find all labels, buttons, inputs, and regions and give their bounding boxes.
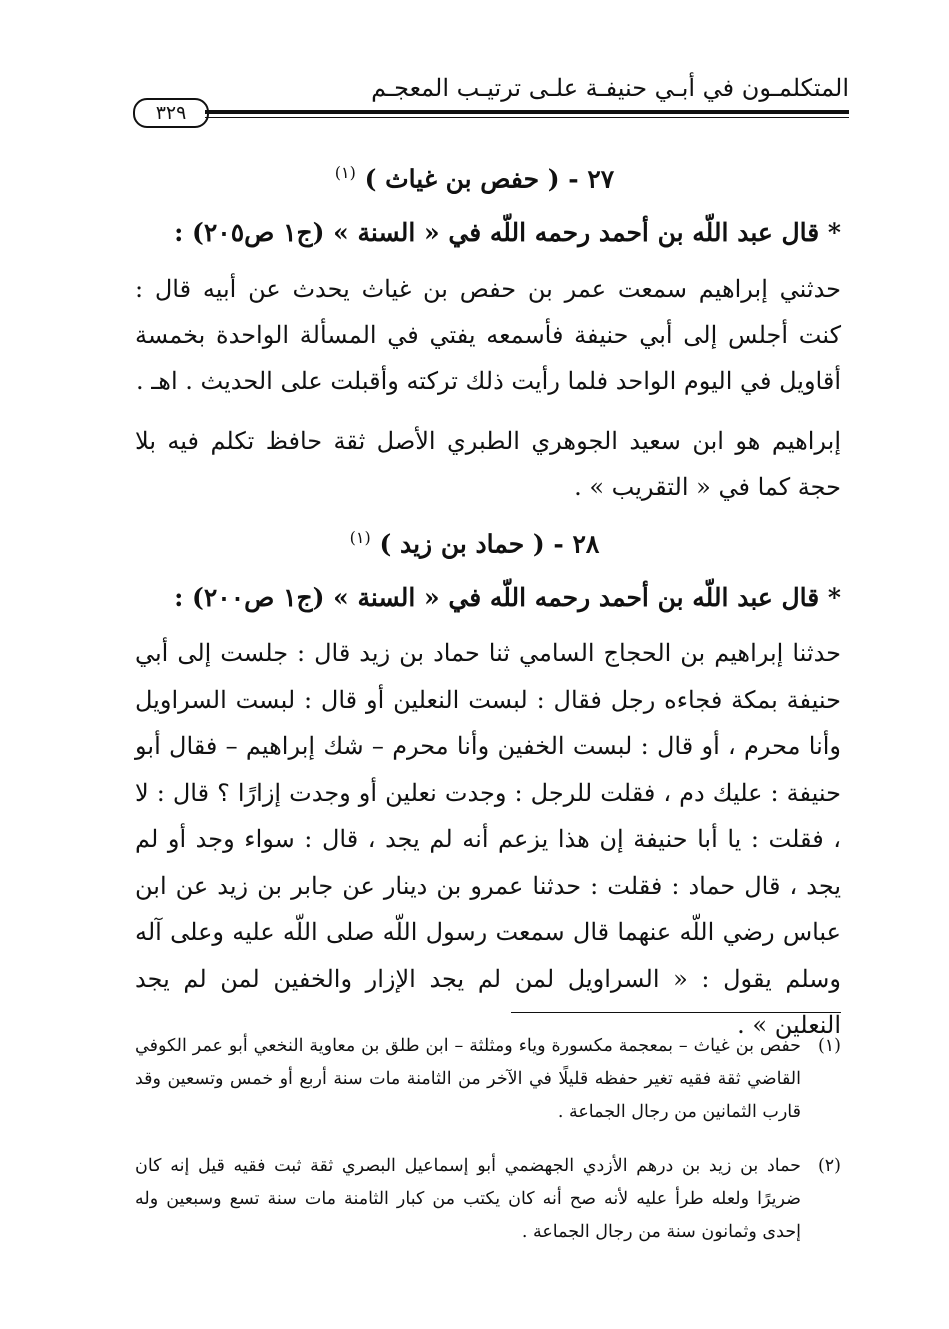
footnote-number: (٢) [817, 1156, 841, 1176]
commentary-paragraph: إبراهيم هو ابن سعيد الجوهري الطبري الأصل ثقة حافظ تكلم فيه بلا حجة كما في « التقريب » . [135, 427, 841, 501]
footnote-number: (١) [817, 1036, 841, 1056]
entry-heading [100, 528, 849, 558]
header-rule-thick [205, 110, 849, 114]
entry-heading [100, 163, 849, 193]
running-header-title: المتكلمـون في أبـي حنيفـة علـى ترتيـب المعجـم [371, 74, 849, 102]
entry-heading-text: ٢٨ - ( حماد بن زيد ) [379, 529, 600, 559]
footnote-separator [511, 1012, 841, 1013]
narration-paragraph: حدثنا إبراهيم بن الحجاج السامي ثنا حماد بن زيد قال : جلست إلى أبي حنيفة بمكة فجاءه رجل فقال : لبست النعلين أو قال : لبست السراويل وأنا محرم ، أو قال : لبست الخفين وأنا محرم – شك إبراهيم – فقال أبو حنيفة : عليك دم ، فقلت للرجل : وجدت نعلين أو وجدت إزارًا ؟ قال : لا ، فقلت : يا أبا حنيفة إن هذا يزعم أنه لم يجد ، قال : سواء وجد أو لم يجد ، قال حماد : فقلت : حدثنا عمرو بن دينار عن جابر بن زيد عن ابن عباس رضي اللّه عنهما قال سمعت رسول اللّه صلى اللّه عليه وعلى آله وسلم يقول : « السراويل لمن لم يجد الإزار والخفين لمن لم يجد النعلين » . [135, 639, 841, 1039]
entry-heading-text: ٢٧ - ( حفص بن غياث ) [364, 164, 615, 194]
narration-paragraph: حدثني إبراهيم سمعت عمر بن حفص بن غياث يحدث عن أبيه قال : كنت أجلس إلى أبي حنيفة فأسمعه يفتي في المسألة الواحدة بخمسة أقاويل في اليوم الواحد فلما رأيت ذلك تركته وأقبلت على الحديث . اهـ . [135, 275, 841, 395]
footnote [135, 1150, 841, 1249]
footnote-text: حفص بن غياث – بمعجمة مكسورة وياء ومثلثة – ابن طلق بن معاوية النخعي أبو عمر الكوفي القاضي ثقة فقيه تغير حفظه قليلًا في الآخر من الثامنة مات سنة أربع أو خمس وتسعين وقد قارب الثمانين من رجال الجماعة . [135, 1036, 801, 1122]
source-citation: * قال عبد اللّه بن أحمد رحمه اللّه في « السنة » (ج١ ص٢٠٥) : [174, 218, 841, 247]
header-rule-thin [205, 117, 849, 118]
source-citation: * قال عبد اللّه بن أحمد رحمه اللّه في « السنة » (ج١ ص٢٠٠) : [174, 583, 841, 612]
page-number-badge: ٣٢٩ [133, 98, 209, 128]
footnote [135, 1030, 841, 1129]
footnote-reference: (١) [334, 163, 356, 182]
footnote-text: حماد بن زيد بن درهم الأزدي الجهضمي أبو إسماعيل البصري ثقة ثبت فقيه قيل إنه كان ضريرًا ولعله طرأ عليه لأنه صح أنه كان يكتب من كبار الثامنة مات سنة تسع وسبعين وله إحدى وثمانون سنة من رجال الجماعة . [135, 1156, 801, 1242]
footnote-reference: (١) [349, 528, 371, 547]
